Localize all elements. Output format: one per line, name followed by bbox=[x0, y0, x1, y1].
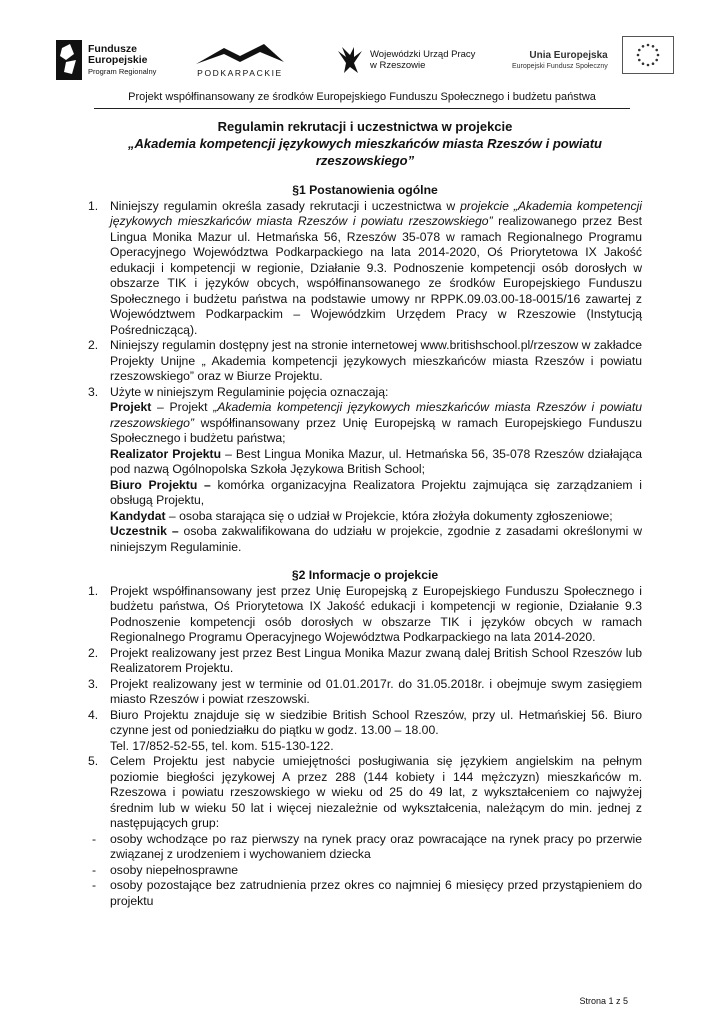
doc-title: Regulamin rekrutacji i uczestnictwa w projekcie bbox=[217, 119, 513, 134]
ue-line1: Unia Europejska bbox=[529, 50, 608, 61]
definition-uczestnik: Uczestnik – osoba zakwalifikowana do udziału w projekcie, zgodnie z zasadami określonymi w niniejszym Regulaminie. bbox=[110, 524, 643, 554]
fe-line3: Program Regionalny bbox=[88, 66, 157, 76]
wup-line2: w Rzeszowie bbox=[370, 60, 426, 71]
definition-biuro: Biuro Projektu – komórka organizacyjna Realizatora Projektu zajmująca się zarządzaniem i obsługą Projektu, bbox=[110, 477, 642, 507]
fe-line1: Fundusze bbox=[88, 42, 137, 55]
list-item: 3. Projekt realizowany jest w terminie od 01.01.2017r. do 31.05.2018r. i obejmuje swym zasięgiem miasto Rzeszów i powiat rzeszowski. bbox=[88, 677, 642, 708]
mountains-icon bbox=[194, 42, 286, 66]
section-2-list bbox=[88, 584, 642, 832]
list-item: - osoby niepełnosprawne bbox=[88, 863, 642, 879]
s1-p3: Użyte w niniejszym Regulaminie pojęcia oznaczają: bbox=[110, 384, 389, 399]
section-2-heading: §2 Informacje o projekcie bbox=[291, 568, 439, 582]
s1-p1-b: projekcie „Akademia kompetencji językowych mieszkańców miasta Rzeszów i powiatu rzeszowskiego” bbox=[110, 198, 642, 228]
definition-kandydat: Kandydat – osoba starająca się o udział w Projekcie, która złożyła dokumenty zgłoszeniowe; bbox=[110, 508, 613, 523]
target-groups-list bbox=[88, 832, 642, 910]
document-body bbox=[88, 118, 642, 909]
list-item: - osoby wchodzące po raz pierwszy na rynek pracy oraz powracające na rynek pracy po przerwie związanej z urodzeniem i wychowaniem dziecka bbox=[88, 832, 642, 863]
section-1-heading: §1 Postanowienia ogólne bbox=[292, 183, 438, 197]
s1-p1-a: Niniejszy regulamin określa zasady rekrutacji i uczestnictwa w bbox=[110, 198, 461, 213]
unia-europejska-label bbox=[512, 38, 608, 82]
funding-note: Projekt współfinansowany ze środków Europejskiego Funduszu Społecznego i budżetu państwa bbox=[128, 91, 596, 103]
wup-logo bbox=[336, 38, 475, 82]
logo-row bbox=[56, 38, 676, 88]
definition-projekt: Projekt – Projekt „Akademia kompetencji językowych mieszkańców miasta Rzeszów i powiatu rzeszowskiego” współfinansowany przez Unię Europejską w ramach Europejskiego Funduszu Społecznego i budżetu państwa; bbox=[110, 400, 642, 445]
list-item bbox=[88, 385, 642, 556]
list-item: 1. Projekt współfinansowany jest przez Unię Europejską z Europejskiego Funduszu Społecznego i budżetu państwa, Oś Priorytetowa IX Jakość edukacji i kompetencji w regionie, Działanie 9.3 Podnoszenie kompetencji osób dorosłych w obszarze TIK i języków obcych w ramach Regionalnego Programu Operacyjnego Województwa Podkarpackiego na lata 2014-2020. bbox=[88, 584, 642, 646]
list-item: 2. Projekt realizowany jest przez Best Lingua Monika Mazur zwaną dalej British School Rzeszów lub Realizatorem Projektu. bbox=[88, 646, 642, 677]
eu-flag-icon bbox=[622, 36, 674, 74]
section-1-list bbox=[88, 199, 642, 556]
ue-line2: Europejski Fundusz Społeczny bbox=[512, 63, 608, 70]
fe-star-icon bbox=[56, 40, 82, 80]
list-item bbox=[88, 338, 642, 385]
doc-subtitle: „Akademia kompetencji językowych mieszkańców miasta Rzeszów i powiatu rzeszowskiego” bbox=[128, 136, 602, 168]
pk-name: PODKARPACKIE bbox=[197, 68, 283, 78]
s1-p1-c: realizowanego przez Best Lingua Monika Mazur ul. Hetmańska 56, Rzeszów 35-078 w ramach Regionalnego Programu Operacyjnego Województwa Podkarpackiego na lata 2014-2020, Oś Priorytetowa IX Jakość edukacji i kompetencji w regionie, Działanie 9.3. Podnoszenie kompetencji osób dorosłych w obszarze TIK i języków obcych, współfinansowanego ze środków Europejskiego Funduszu Społecznego i budżetu państwa na podstawie umowy nr RPPK.09.03.00-18-0015/16 zawartej z Województwem Podkarpackim – Wojewódzkim Urzędem Pracy w Rzeszowie (Instytucją Pośredniczącą). bbox=[110, 214, 642, 337]
podkarpackie-logo bbox=[194, 38, 286, 82]
page-number: Strona 1 z 5 bbox=[579, 996, 628, 1006]
wup-line1: Wojewódzki Urząd Pracy bbox=[370, 49, 476, 60]
eagle-icon bbox=[336, 45, 364, 75]
definition-realizator: Realizator Projektu – Best Lingua Monika Mazur, ul. Hetmańska 56, 35-078 Rzeszów działająca pod nazwą Ogólnopolska Szkoła Językowa British School; bbox=[110, 446, 642, 476]
list-item: - osoby pozostające bez zatrudnienia przez okres co najmniej 6 miesięcy przed przystąpieniem do projektu bbox=[88, 878, 642, 909]
list-item: 5. Celem Projektu jest nabycie umiejętności posługiwania się językiem angielskim na pełnym poziomie biegłości językowej A przez 288 (144 kobiety i 144 mężczyzn) mieszkańców m. Rzeszowa i powiatu rzeszowskiego w wieku od 25 do 49 lat, z wykształceniem co najwyżej średnim lub w wieku 50 lat i więcej niezależnie od wykształcenia, należącym do min. jednej z następujących grup: bbox=[88, 754, 642, 832]
header-divider bbox=[94, 108, 630, 109]
s1-p2: Niniejszy regulamin dostępny jest na stronie internetowej www.britishschool.pl/rzeszow w zakładce Projekty Unijne „ Akademia kompetencji językowych mieszkańców miasta Rzeszów i powiatu rzeszowskiego” oraz w Biurze Projektu. bbox=[110, 338, 642, 383]
s2-p4-tel: Tel. 17/852-52-55, tel. kom. 515-130-122. bbox=[110, 738, 334, 753]
list-item: 4. Biuro Projektu znajduje się w siedzibie British School Rzeszów, przy ul. Hetmańskiej 56. Biuro czynne jest od poniedziałku do piątku w godz. 13.00 – 18.00. Tel. 17/852-52-55, tel. kom. 515-130-122. bbox=[88, 708, 642, 755]
fe-line2: Europejskie bbox=[88, 53, 148, 66]
list-item bbox=[88, 199, 642, 339]
fundusze-europejskie-logo bbox=[56, 38, 156, 82]
